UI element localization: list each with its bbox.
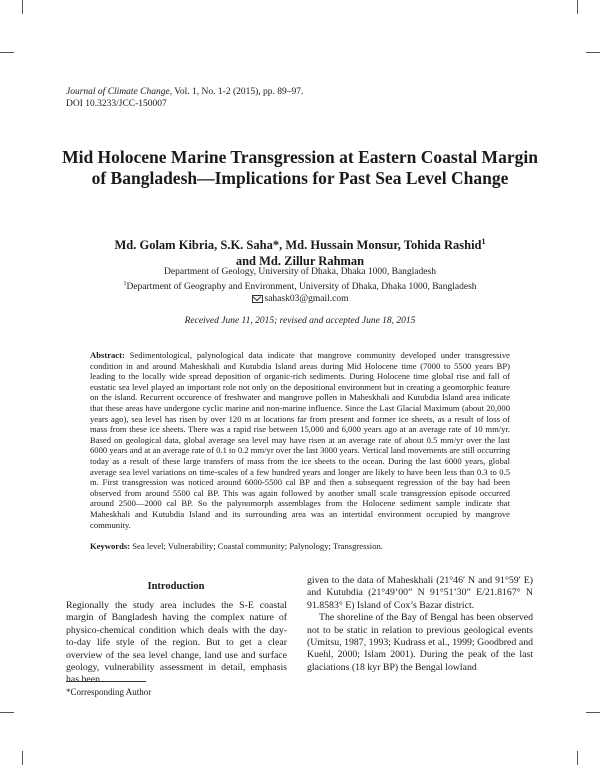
introduction-heading: Introduction [147,581,205,592]
author-line-2: and Md. Zillur Rahman [235,254,365,269]
email-line [60,293,540,305]
paragraph: given to the data of Maheskhali (21°46′ N and 91°59′ E) and Kutubdia (21°49’00” N 91°51’30” E/21.8167° N 91.8583° E) Island of Cox’s Bazar district. [307,575,533,611]
email-address[interactable]: sahask03@gmail.com [264,294,349,305]
journal-citation [66,86,303,98]
crop-mark [0,52,14,53]
doi[interactable]: DOI 10.3233/JCC-150007 [66,99,167,109]
keywords [90,541,510,552]
keywords-text: Sea level; Vulnerability; Coastal community; Palynology; Transgression. [130,541,383,551]
paper-title: Mid Holocene Marine Transgression at Eastern Coastal Margin of Bangladesh—Implications for Past Sea Level Change [62,147,538,188]
abstract-text: Sedimentological, palynological data indicate that mangrove community developed under transgressive condition in and around Maheskhali and Kutubdia Island areas during Mid Holocene time (7000 to 5500 years BP) leading to the locally wide spread deposition of organic-rich sediments. During Holocene time global rise and fall of eustatic sea level played an important role not only on the depositional environment but in creating a geomorphic feature on the island. Recurrent occurence of freshwater and mangrove pollen in Maheskhali and Kutubdia Island area indicate that these areas have undergone cyclic marine and non-marine influence. Since the Last Glacial Maximum (about 20,000 years ago), sea level has risen by over 120 m at locations far from present and former ice sheets, as a result of loss of mass from these ice sheets. There was a rapid rise between 15,000 and 6,000 years ago at an average rate of 10 mm/yr. Based on geological data, global average sea level may have risen at an average rate of about 0.5 mm/yr over the last 6000 years and at an average rate of 0.1 to 0.2 mm/yr over the last 3000 years. Vertical land movements are still occurring today as a result of these large transfers of mass from the ice sheets to the ocean. During the last 6000 years, global average sea level variations on time-scales of a few hundred years and longer are likely to have been less than 0.3 to 0.5 m. First transgression was noticed around 6000-5500 cal BP and then a subsequent regression of the bay had been observed from around 5500 cal BP. This was again followed by another small scale transgression episode occurred around 2500—2000 cal BP. So the palynomorph assemblages from the Holocene sediment sample indicate that Maheskhali and Kutubdia Island and its surrounding area was an intertidal environment occupied by mangrove community. [90,350,510,530]
introduction-right-column [307,575,533,674]
abstract [90,350,510,530]
journal-name: Journal of Climate Change [66,87,170,97]
crop-mark [577,751,578,765]
author-line-1: Md. Golam Kibria, S.K. Saha*, Md. Hussain Monsur, Tohida Rashid [114,238,482,253]
crop-mark [586,52,600,53]
affiliation-marker: 1 [481,237,486,246]
envelope-icon [252,295,263,303]
received-dates: Received June 11, 2015; revised and accepted June 18, 2015 [184,316,416,326]
introduction-left-column: Regionally the study area includes the S-E coastal margin of Bangladesh having the complex nature of physico-chemical condition which deals with the day-to-day life style of the region. But to get a clear overview of the sea level change, land use and surface geology, vulnerability assessment in detail, emphasis has been [66,600,287,686]
crop-mark [22,751,23,765]
crop-mark [0,712,14,713]
paragraph: The shoreline of the Bay of Bengal has been observed not to be static in relation to previous geological events (Umitsu, 1987, 1993; Kudrass et al., 1999; Goodbred and Kuehl, 2000; Islam 2001). During the peak of the last glaciations (18 kyr BP) the Bengal lowland [307,612,533,673]
crop-mark [22,0,23,14]
affiliations [60,266,540,305]
affiliation-marker: 1 [123,281,127,287]
footnote: *Corresponding Author [66,687,152,697]
journal-details: , Vol. 1, No. 1-2 (2015), pp. 89–97. [169,87,304,97]
author-list [60,234,540,269]
affiliation-geography-text: Department of Geography and Environment, University of Dhaka, Dhaka 1000, Bangladesh [126,282,477,293]
keywords-label: Keywords: [90,541,131,551]
crop-mark [577,0,578,14]
affiliation-geology: Department of Geology, University of Dhaka, Dhaka 1000, Bangladesh [164,267,436,277]
crop-mark [586,712,600,713]
affiliation-geography [60,278,540,293]
abstract-label: Abstract: [90,350,125,360]
footnote-rule [66,681,146,682]
